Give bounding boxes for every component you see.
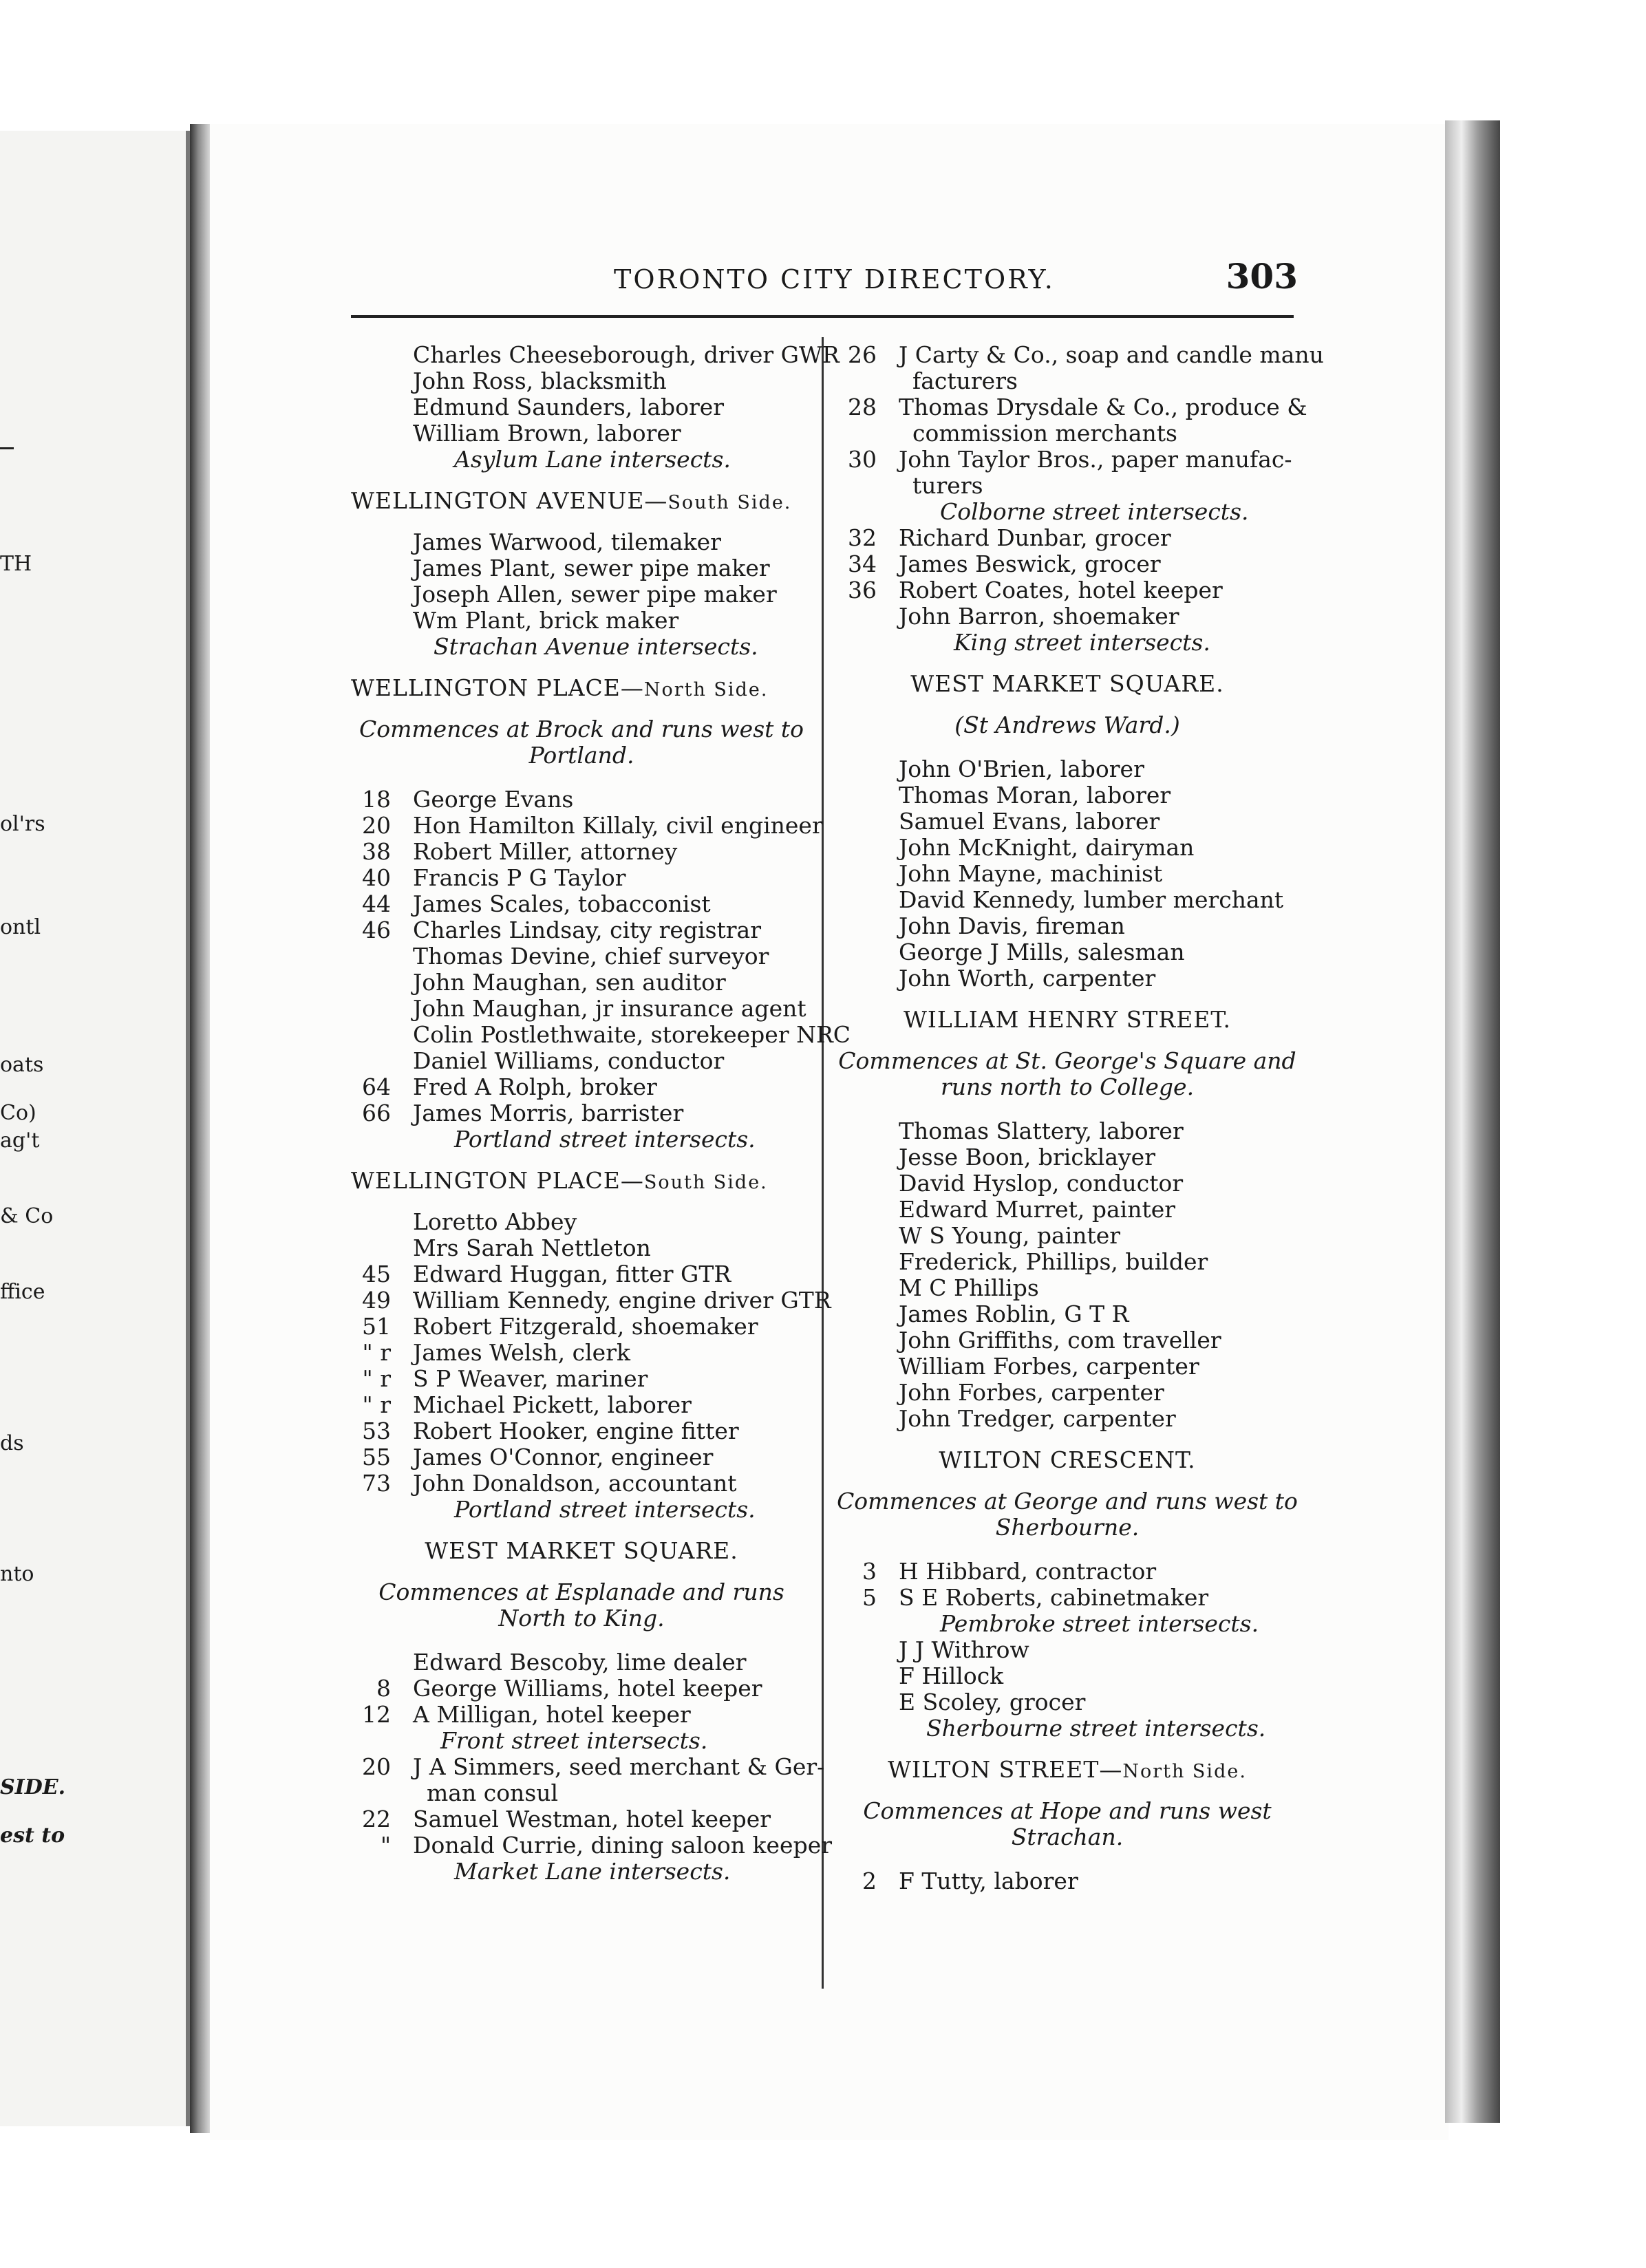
heading-main: WELLINGTON AVENUE— [351,487,668,514]
street-number: 53 [362,1418,391,1444]
directory-entry [837,782,1298,809]
heading-side: South Side. [643,1172,768,1193]
directory-entry [351,1702,812,1728]
resident-name: John Ross, blacksmith [413,367,667,394]
resident-name: J J Withrow [899,1636,1029,1663]
directory-entry [351,581,812,608]
resident-name: Mrs Sarah Nettleton [413,1234,651,1261]
street-number: " r [362,1391,391,1418]
right-column [837,341,1324,1894]
intersection-note: Front street intersects. [440,1727,708,1754]
resident-name: Colin Postlethwaite, storekeeper NRC [413,1021,851,1048]
heading-main: WELLINGTON PLACE— [351,1167,644,1194]
entry-list [351,529,812,634]
directory-entry [351,970,812,996]
directory-entry [351,1209,812,1235]
resident-name: David Kennedy, lumber merchant [899,886,1284,913]
heading-side: North Side. [643,679,769,700]
entry-list [837,756,1298,992]
directory-entry [351,1048,812,1074]
directory-entry [837,1689,1298,1715]
resident-name: Frederick, Phillips, builder [899,1248,1208,1275]
directory-entry [351,1314,812,1340]
directory-entry [837,394,1307,420]
directory-entry [837,1197,1298,1223]
resident-name: John Tredger, carpenter [899,1405,1176,1432]
left-page-rule [0,447,14,449]
directory-entry [837,1380,1298,1406]
street-number: 20 [362,1753,391,1780]
street-number: 8 [376,1675,391,1702]
directory-entry [351,1235,812,1261]
directory-entry [351,787,812,813]
street-number: 45 [362,1261,391,1287]
entry-list [837,341,1324,499]
directory-entry [351,996,812,1022]
left-page-fragment: ds [0,1431,24,1455]
book-gutter [190,124,211,2133]
resident-name: Francis P G Taylor [413,864,626,891]
directory-entry [351,1021,851,1048]
directory-entry [837,835,1298,861]
section-heading: WILLIAM HENRY STREET. [903,1006,1232,1033]
directory-entry [351,1649,812,1676]
resident-name: George Evans [413,786,574,813]
resident-name: man consul [427,1779,559,1806]
directory-entry [351,1780,812,1806]
resident-name: Edmund Saunders, laborer [413,394,725,420]
directory-entry [351,1753,825,1780]
directory-entry [837,1327,1298,1354]
street-number: " [380,1832,391,1859]
street-number: 73 [362,1470,391,1497]
resident-name: Donald Currie, dining saloon keeper [413,1832,833,1859]
resident-name: Wm Plant, brick maker [413,607,679,634]
directory-entry [837,1637,1298,1663]
directory-entry [351,1074,812,1100]
directory-entry [837,420,1298,447]
street-number: 64 [362,1073,391,1100]
entry-list [837,1637,1298,1715]
directory-entry [351,1832,833,1859]
directory-entry [837,551,1298,577]
street-number: 38 [362,838,391,865]
resident-name: John Davis, fireman [899,912,1125,939]
resident-name: William Forbes, carpenter [899,1353,1199,1380]
resident-name: John Donaldson, accountant [413,1470,737,1497]
resident-name: Jesse Boon, bricklayer [899,1144,1155,1170]
entry-list [351,341,840,447]
intersection-note: Asylum Lane intersects. [454,446,731,473]
page-header [351,256,1301,304]
directory-entry [837,473,1298,499]
directory-entry [351,394,812,420]
directory-entry [351,1806,812,1832]
directory-entry [351,1470,812,1497]
directory-entry [837,1559,1298,1585]
section-heading: WILTON CRESCENT. [939,1446,1196,1473]
directory-entry [351,1418,812,1444]
street-number: 26 [848,341,877,368]
commences-note: Commences at George and runs west to Sherbourne. [837,1488,1298,1541]
resident-name: facturers [912,367,1018,394]
page-edge [1445,120,1500,2123]
resident-name: John Forbes, carpenter [899,1379,1164,1406]
intersection-note: Sherbourne street intersects. [926,1715,1266,1742]
street-number: 32 [848,524,877,551]
resident-name: M C Phillips [899,1274,1039,1301]
resident-name: Samuel Evans, laborer [899,808,1160,835]
resident-name: J A Simmers, seed merchant & Ger- [413,1753,825,1780]
directory-entry [837,913,1298,939]
ward-note: (St Andrews Ward.) [954,712,1180,738]
intersection-note: King street intersects. [954,629,1210,656]
resident-name: S P Weaver, mariner [413,1365,648,1392]
directory-entry [837,1249,1298,1275]
directory-entry [351,1261,812,1287]
heading-side: North Side. [1122,1761,1247,1782]
left-page-fragment: nto [0,1562,34,1586]
directory-entry [837,756,1298,782]
resident-name: William Kennedy, engine driver GTR [413,1287,831,1314]
resident-name: George Williams, hotel keeper [413,1675,762,1702]
left-page-fragment: SIDE. [0,1775,66,1799]
directory-entry [351,812,823,839]
resident-name: Edward Murret, painter [899,1196,1176,1223]
resident-name: Edward Bescoby, lime dealer [413,1649,747,1676]
directory-entry [837,525,1298,551]
street-number: 20 [362,812,391,839]
directory-entry [837,1275,1298,1301]
directory-entry [351,865,812,891]
street-number: 66 [362,1100,391,1126]
resident-name: George J Mills, salesman [899,939,1185,965]
resident-name: James Scales, tobacconist [413,890,711,917]
street-number: 34 [848,550,877,577]
resident-name: James Plant, sewer pipe maker [413,555,770,581]
entry-list [837,1559,1298,1611]
intersection-note: Portland street intersects. [454,1496,756,1523]
directory-entry [837,1144,1298,1170]
resident-name: Hon Hamilton Killaly, civil engineer [413,812,823,839]
resident-name: F Tutty, laborer [899,1868,1078,1894]
left-page-fragment: Co) [0,1101,36,1125]
left-page-fragment: ontl [0,915,41,939]
resident-name: W S Young, painter [899,1222,1121,1249]
street-number: 40 [362,864,391,891]
intersection-note: Colborne street intersects. [940,498,1249,525]
page-title: TORONTO CITY DIRECTORY. [614,264,1055,295]
intersection-note: Market Lane intersects. [454,1858,731,1885]
left-page-fragment: ag't [0,1128,40,1153]
directory-entry [351,1392,812,1418]
entry-list [837,525,1298,630]
entry-list [351,786,851,1126]
directory-entry [351,555,812,581]
resident-name: H Hibbard, contractor [899,1558,1157,1585]
directory-entry [837,341,1324,368]
street-number: 3 [862,1558,877,1585]
section-heading [351,488,812,514]
resident-name: John Griffiths, com traveller [899,1327,1221,1354]
commences-note: Commences at Hope and runs west Strachan. [863,1797,1272,1850]
commences-note: Commences at St. George's Square and runs north to College. [838,1047,1296,1100]
directory-entry [837,368,1298,394]
resident-name: William Brown, laborer [413,420,681,447]
street-number: 5 [862,1584,877,1611]
resident-name: Charles Cheeseborough, driver GWR [413,341,840,368]
resident-name: Daniel Williams, conductor [413,1047,725,1074]
resident-name: John Worth, carpenter [899,965,1156,992]
directory-entry [351,420,812,447]
page-number: 303 [1226,256,1298,297]
directory-entry [351,341,840,368]
street-number: 49 [362,1287,391,1314]
commences-note: Commences at Esplanade and runs North to King. [378,1579,784,1632]
directory-entry [837,1663,1298,1689]
resident-name: Edward Huggan, fitter GTR [413,1261,731,1287]
resident-name: Thomas Slattery, laborer [899,1117,1184,1144]
left-page-fragment: TH [0,552,32,576]
directory-entry [837,1868,1298,1894]
resident-name: James O'Connor, engineer [413,1444,714,1470]
directory-entry [837,861,1298,887]
directory-entry [837,887,1298,913]
resident-name: John Maughan, sen auditor [413,969,726,996]
left-column [351,341,851,1885]
street-number: 28 [848,394,877,420]
directory-entry [351,1100,812,1126]
resident-name: James Beswick, grocer [899,550,1161,577]
directory-entry [351,1676,812,1702]
directory-entry [351,1366,812,1392]
heading-main: WELLINGTON PLACE— [351,674,644,701]
left-page-fragment: est to [0,1823,65,1848]
entry-list [351,1208,831,1497]
street-number: 51 [362,1313,391,1340]
left-page-fragment: ffice [0,1280,45,1304]
resident-name: John McKnight, dairyman [899,834,1195,861]
directory-entry [351,1340,812,1366]
section-heading: WEST MARKET SQUARE. [910,670,1224,697]
column-divider [822,337,824,1989]
resident-name: Joseph Allen, sewer pipe maker [413,581,777,608]
resident-name: J Carty & Co., soap and candle manu [899,341,1324,368]
resident-name: James Welsh, clerk [413,1339,630,1366]
resident-name: Charles Lindsay, city registrar [413,917,761,943]
heading-main: WILTON STREET— [888,1756,1123,1783]
directory-entry [351,1444,812,1470]
resident-name: Robert Miller, attorney [413,838,678,865]
directory-entry [351,608,812,634]
directory-entry [837,1406,1298,1432]
entry-list [351,1753,833,1859]
entry-list [837,1118,1298,1432]
resident-name: John Maughan, jr insurance agent [413,995,806,1022]
directory-entry [837,1301,1298,1327]
resident-name: Samuel Westman, hotel keeper [413,1806,771,1832]
street-number: 22 [362,1806,391,1832]
resident-name: Thomas Moran, laborer [899,782,1171,809]
resident-name: turers [912,472,983,499]
intersection-note: Strachan Avenue intersects. [434,633,758,660]
resident-name: Fred A Rolph, broker [413,1073,657,1100]
directory-entry [837,603,1298,630]
header-rule [351,315,1294,318]
directory-entry [837,965,1298,992]
directory-entry [837,1354,1298,1380]
directory-entry [837,1170,1298,1197]
street-number: " r [362,1339,391,1366]
directory-entry [837,447,1298,473]
directory-entry [351,839,812,865]
resident-name: James Warwood, tilemaker [413,528,721,555]
intersection-note: Pembroke street intersects. [940,1610,1259,1637]
resident-name: E Scoley, grocer [899,1689,1086,1715]
directory-entry [351,917,812,943]
resident-name: John Mayne, machinist [899,860,1163,887]
street-number: 55 [362,1444,391,1470]
resident-name: Thomas Devine, chief surveyor [413,943,769,970]
entry-list [351,1649,812,1728]
directory-entry [837,1118,1298,1144]
street-number: " r [362,1365,391,1392]
directory-entry [837,1585,1298,1611]
street-number: 30 [848,446,877,473]
street-number: 36 [848,577,877,603]
commences-note: Commences at Brock and runs west to Portland. [359,716,804,769]
resident-name: James Roblin, G T R [899,1301,1129,1327]
resident-name: Loretto Abbey [413,1208,577,1235]
section-heading [837,1757,1298,1783]
directory-entry [837,577,1298,603]
street-number: 2 [862,1868,877,1894]
street-number: 44 [362,890,391,917]
resident-name: John Barron, shoemaker [899,603,1179,630]
directory-entry [837,809,1298,835]
resident-name: David Hyslop, conductor [899,1170,1184,1197]
directory-entry [351,368,812,394]
intersection-note: Portland street intersects. [454,1126,756,1153]
directory-entry [351,891,812,917]
resident-name: commission merchants [912,420,1177,447]
section-heading: WEST MARKET SQUARE. [425,1537,738,1564]
resident-name: Thomas Drysdale & Co., produce & [899,394,1307,420]
left-page-fragment: & Co [0,1204,54,1228]
directory-entry [351,943,812,970]
directory-entry [837,939,1298,965]
street-number: 18 [362,786,391,813]
heading-side: South Side. [667,492,792,513]
resident-name: F Hillock [899,1662,1004,1689]
resident-name: John Taylor Bros., paper manufac- [899,446,1292,473]
resident-name: Robert Coates, hotel keeper [899,577,1223,603]
directory-entry [351,1287,831,1314]
resident-name: John O'Brien, laborer [899,756,1144,782]
resident-name: Michael Pickett, laborer [413,1391,692,1418]
resident-name: Robert Fitzgerald, shoemaker [413,1313,758,1340]
resident-name: Richard Dunbar, grocer [899,524,1171,551]
street-number: 12 [362,1701,391,1728]
entry-list [837,1868,1298,1894]
resident-name: S E Roberts, cabinetmaker [899,1584,1209,1611]
section-heading [351,675,812,701]
resident-name: A Milligan, hotel keeper [413,1701,691,1728]
resident-name: Robert Hooker, engine fitter [413,1418,739,1444]
left-page-fragment: oats [0,1053,44,1077]
section-heading [351,1168,812,1194]
resident-name: James Morris, barrister [413,1100,684,1126]
street-number: 46 [362,917,391,943]
left-page-fragment: ol'rs [0,812,45,836]
directory-entry [351,529,812,555]
directory-entry [837,1223,1298,1249]
